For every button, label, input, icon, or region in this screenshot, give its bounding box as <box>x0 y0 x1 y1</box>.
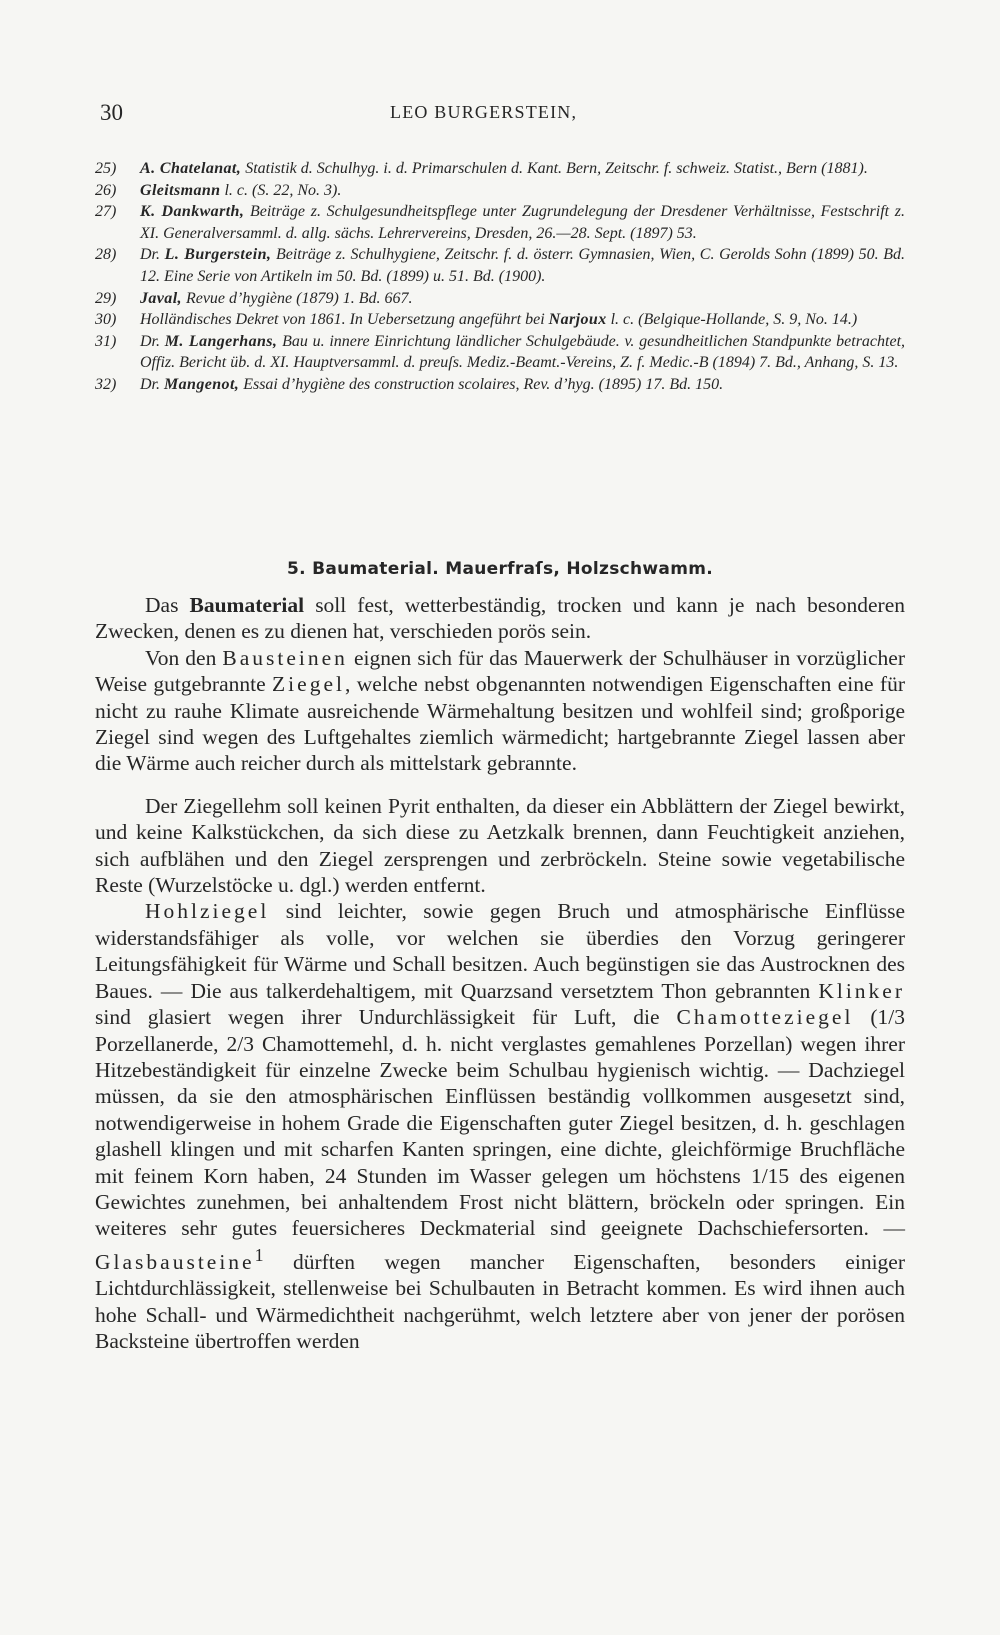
reference-author: Narjoux <box>548 311 607 329</box>
reference-author: A. Chatelanat, <box>140 160 242 177</box>
reference-item: 29) Javal, Revue d’hygiène (1879) 1. Bd. 667. <box>95 289 413 307</box>
reference-author: M. Langerhans, <box>164 332 278 350</box>
reference-item: 25) A. Chatelanat, Statistik d. Schulhyg. i. d. Primarschulen d. Kant. Bern, Zeitschr. f. schweiz. Statist., Bern (1881). <box>95 160 868 177</box>
paragraph: Das Baumaterial soll fest, wetterbeständig, trocken und kann je nach besonderen Zwecken, denen es zu dienen hat, verschieden porös sein. <box>95 593 906 644</box>
reference-item: 27) K. Dankwarth, Beiträge z. Schulgesundheitspflege unter Zugrundelegung der Dresdener Verhältnisse, Festschrift z. XI. Generalversamml. d. allg. sächs. Lehrervereins, Dresden, 26.—28. Sept. (1897) 53. <box>95 203 905 242</box>
reference-author: K. Dankwarth, <box>140 203 245 221</box>
section-heading: 5. Baumaterial. Mauerfraſs, Holzschwamm. <box>286 559 713 579</box>
reference-item: 30) Holländisches Dekret von 1861. In Uebersetzung angeführt bei Narjoux l. c. (Belgique-Hollande, S. 9, No. 14.) <box>95 311 858 329</box>
paragraph: Von den Bausteinen eignen sich für das Mauerwerk der Schulhäuser in vorzüglicher Weise gutgebrannte Ziegel, welche nebst obgenannten notwendigen Eigenschaften eine für nicht zu rauhe Klimate ausreichende Wärmehaltung besitzen und wohlfeil sind; großporige Ziegel sind wegen des Luftgehaltes ziemlich wärmedicht; hartgebrannte Ziegel lassen aber die Wärme auch reicher durch als mittelstark gebrannte. <box>95 645 906 776</box>
running-head: LEO BURGERSTEIN, <box>390 102 578 122</box>
reference-item: 26) Gleitsmann l. c. (S. 22, No. 3). <box>95 181 342 199</box>
reference-author: Gleitsmann <box>140 181 221 199</box>
reference-item: 31) Dr. M. Langerhans, Bau u. innere Einrichtung ländlicher Schulgebäude. v. gesundheitlichen Standpunkte betrachtet, Offiz. Bericht üb. d. XI. Hauptversamml. d. preuſs. Mediz.-Beamt.-Vereins, Z. f. Medic.-B (1894) 7. Bd., Anhang, S. 13. <box>95 332 906 372</box>
footnote-marker: 1 <box>254 1244 264 1265</box>
reference-item: 28) Dr. L. Burgerstein, Beiträge z. Schulhygiene, Zeitschr. f. d. österr. Gymnasien, Wien, C. Gerolds Sohn (1899) 50. Bd. 12. Eine Serie von Artikeln im 50. Bd. (1899) u. 51. Bd. (1900). <box>95 246 906 285</box>
reference-item: 32) Dr. Mangenot, Essai d’hygiène des construction scolaires, Rev. d’hyg. (1895) 17. Bd. 150. <box>95 375 724 393</box>
paragraph: Hohlziegel sind leichter, sowie gegen Bruch und atmosphärische Einflüsse widerstandsfähiger als volle, vor welchen sie überdies den Vorzug geringerer Leitungsfähigkeit für Wärme und Schall besitzen. Auch begünstigen sie das Austrocknen des Baues. — Die aus talkerdehaltigem, mit Quarzsand versetztem Thon gebrannten Klinker sind glasiert wegen ihrer Undurchlässigkeit für Luft, die Chamotteziegel (1/3 Porzellanerde, 2/3 Chamottemehl, d. h. nicht verglastes gemahlenes Porzellan) wegen ihrer Hitzebeständigkeit für einzelne Zwecke beim Schulbau hygienisch wichtig. — Dachziegel müssen, da sie den atmosphärischen Einflüssen beständig vollkommen ausgesetzt sind, notwendigerweise in hohem Grade die Eigenschaften guter Ziegel besitzen, d. h. geschlagen glashell klingen und mit scharfen Kanten springen, eine dichte, gleichförmige Bruchfläche mit feinem Korn haben, 24 Stunden im Wasser gelegen um höchstens 1/15 des eigenen Gewichtes zunehmen, bei anhaltendem Frost nicht blättern, bröckeln oder springen. Ein weiteres sehr gutes feuersicheres Deckmaterial sind geeignete Dachschiefersorten. — Glasbausteine$^1$ dürften wegen mancher Eigenschaften, besonders einiger Lichtdurchlässigkeit, stellenweise bei Schulbauten in Betracht kommen. Es wird ihnen auch hohe Schall- und Wärmedichtheit nachgerühmt, welch letztere aber von jener der porösen Backsteine übertroffen werden <box>95 899 905 1354</box>
reference-author: L. Burgerstein, <box>164 246 272 264</box>
reference-author: Javal, <box>140 289 182 307</box>
page-header <box>100 100 900 130</box>
reference-author: Mangenot, <box>164 375 240 393</box>
paragraph: Der Ziegellehm soll keinen Pyrit enthalten, da dieser ein Abblättern der Ziegel bewirkt, und keine Kalkstückchen, da sich diese zu Aetzkalk brennen, dann Feuchtigkeit anziehen, sich aufblähen und den Ziegel zersprengen und zerbröckeln. Steine sowie vegetabilische Reste (Wurzelstöcke u. dgl.) werden entfernt. <box>95 793 905 898</box>
reference-list <box>95 158 905 396</box>
body-text <box>95 592 905 1355</box>
page-number: 30 <box>100 100 123 125</box>
